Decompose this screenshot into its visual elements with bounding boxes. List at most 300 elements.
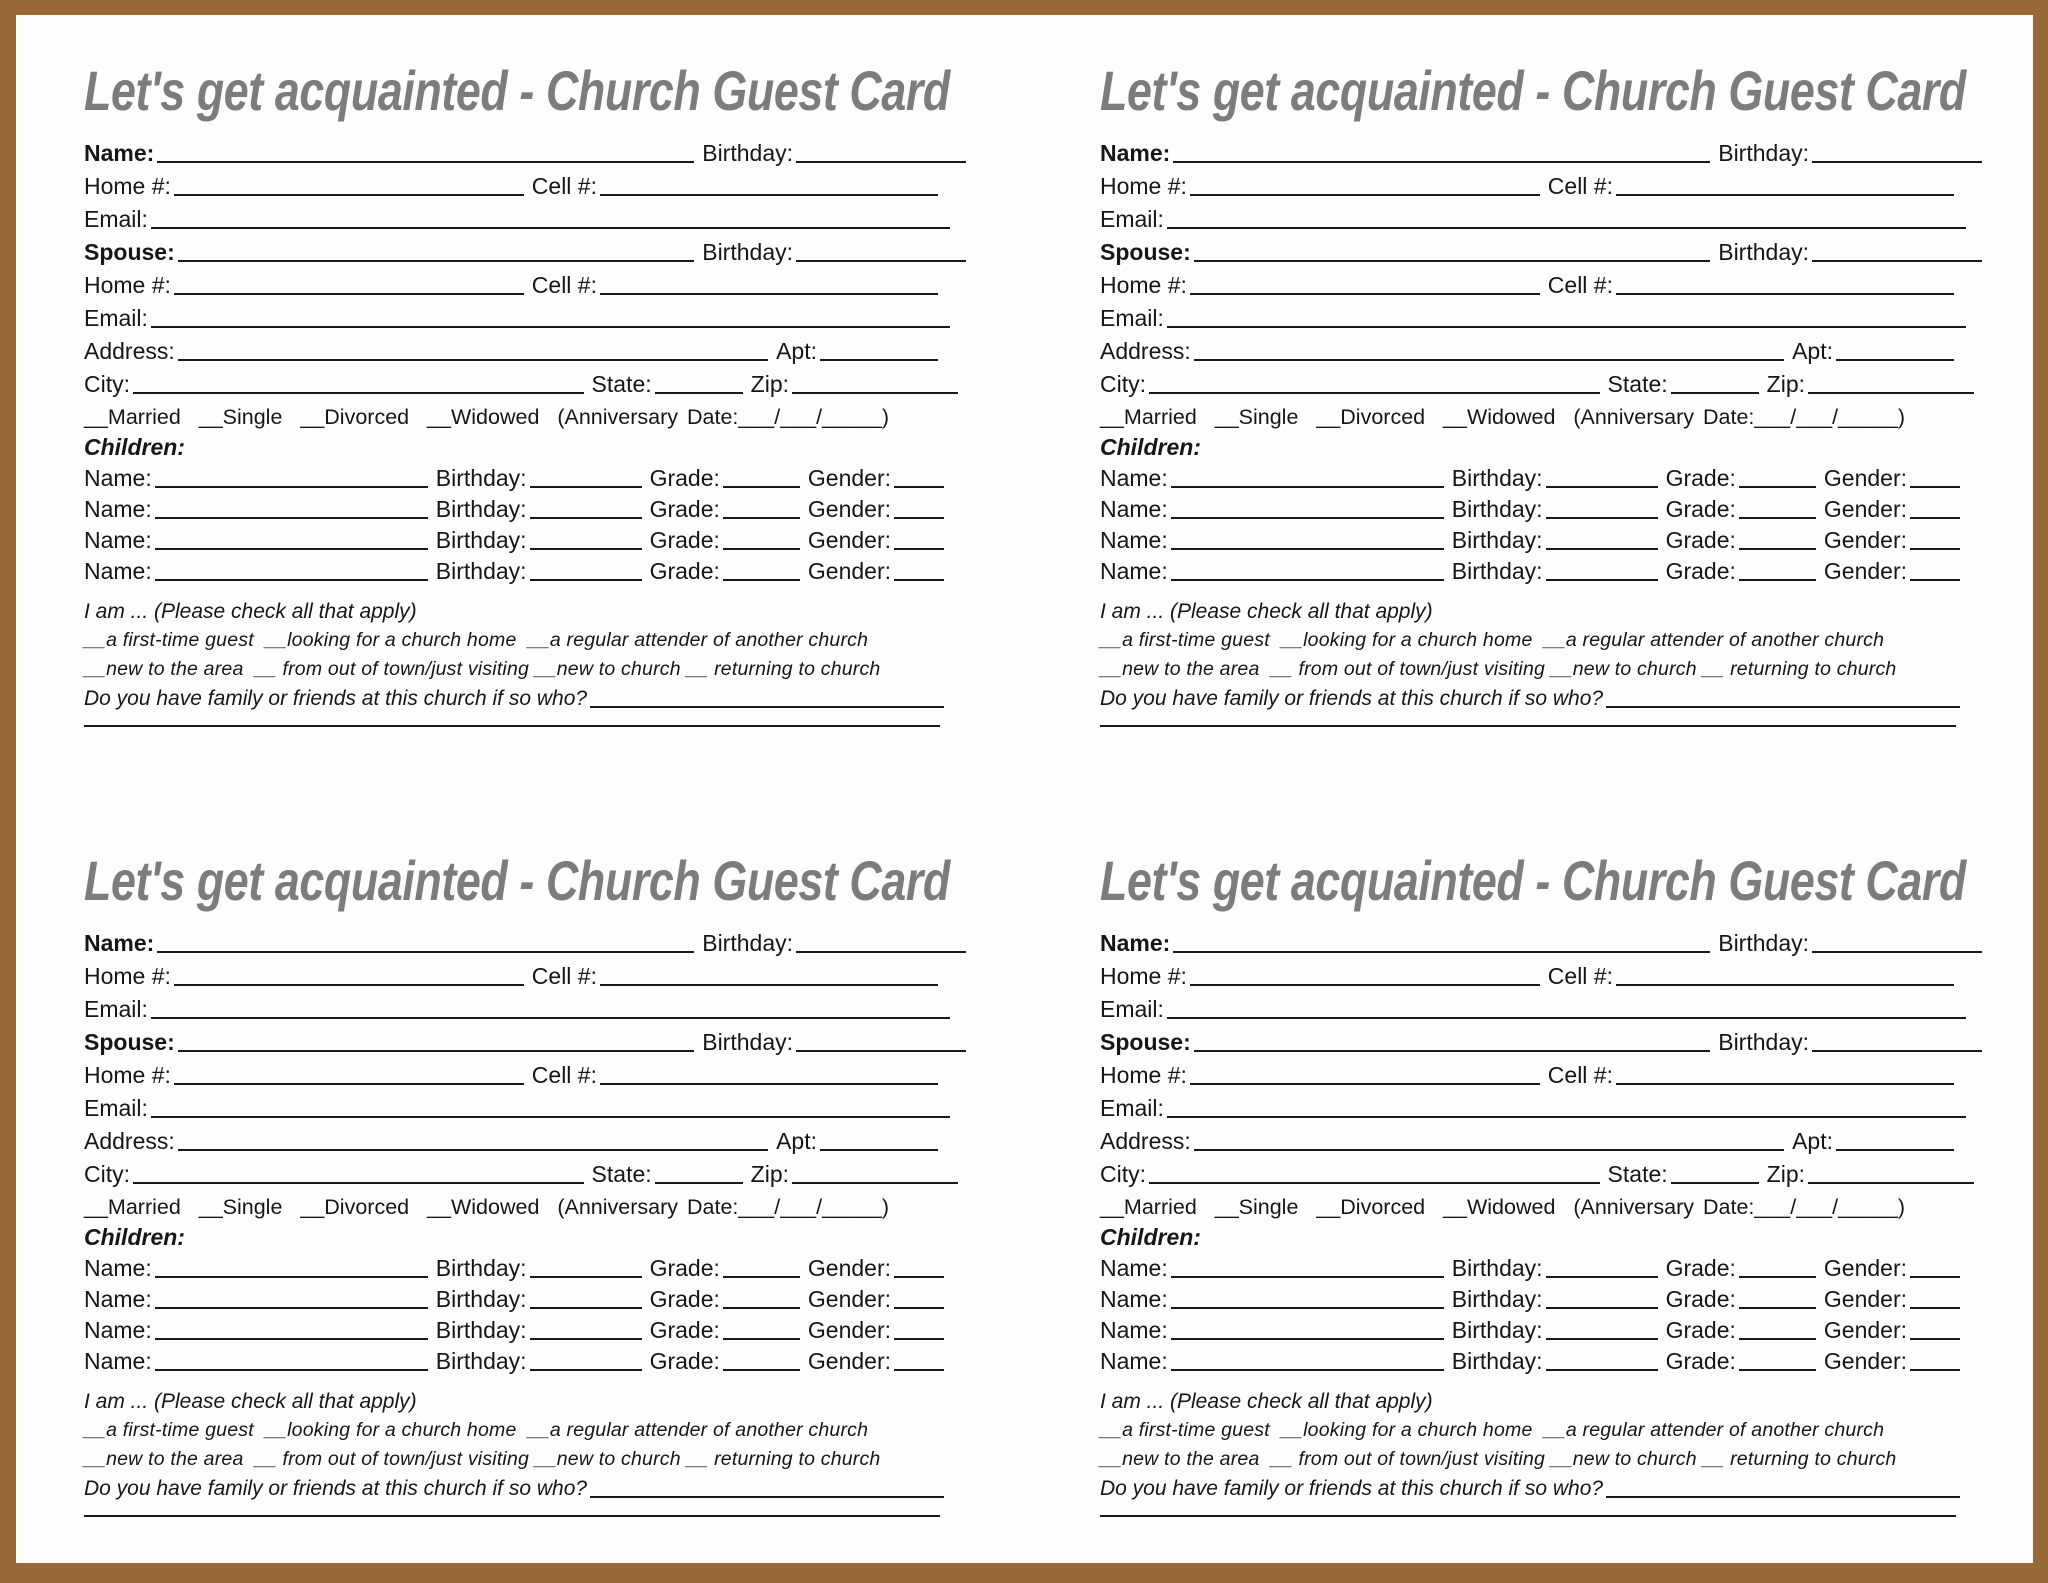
spouse-home-phone-label: Home #: bbox=[1100, 272, 1187, 298]
child-birthday-label: Birthday: bbox=[1451, 1286, 1543, 1312]
child-row bbox=[84, 1251, 966, 1282]
spouse-cell-phone-label: Cell #: bbox=[531, 1062, 597, 1088]
child-row bbox=[1100, 1344, 1982, 1375]
city-blank bbox=[1149, 392, 1600, 394]
child-gender-blank bbox=[894, 486, 944, 488]
spouse-home-phone-label: Home #: bbox=[84, 1062, 171, 1088]
spouse-birthday-label: Birthday: bbox=[1718, 1029, 1809, 1055]
spouse-cell-phone-blank bbox=[1616, 293, 1954, 295]
spouse-blank bbox=[178, 1050, 695, 1052]
card-title bbox=[1100, 54, 1982, 128]
options-text-2: __new to the area __ from out of town/just visiting __new to church __ returning to church bbox=[84, 658, 881, 680]
child-name-blank bbox=[155, 1338, 428, 1340]
marital-status-row bbox=[84, 398, 966, 431]
iam-text: I am ... (Please check all that apply) bbox=[1100, 600, 1433, 623]
child-name-blank bbox=[155, 548, 428, 550]
birthday-label: Birthday: bbox=[702, 930, 793, 956]
child-birthday-blank bbox=[1546, 1369, 1658, 1371]
child-name-blank bbox=[155, 486, 428, 488]
child-name-label: Name: bbox=[1100, 1317, 1168, 1343]
home-phone-label: Home #: bbox=[1100, 173, 1187, 199]
family-question-row bbox=[1100, 683, 1982, 712]
child-grade-label: Grade: bbox=[1665, 1255, 1736, 1281]
child-row bbox=[1100, 523, 1982, 554]
state-label: State: bbox=[1607, 1161, 1668, 1187]
child-row bbox=[84, 1313, 966, 1344]
child-grade-label: Grade: bbox=[1665, 1286, 1736, 1312]
child-gender-blank bbox=[894, 517, 944, 519]
child-grade-blank bbox=[723, 486, 800, 488]
city-blank bbox=[133, 1182, 584, 1184]
overflow-answer-blank bbox=[84, 1515, 940, 1517]
child-gender-blank bbox=[894, 1369, 944, 1371]
child-grade-label: Grade: bbox=[1665, 558, 1736, 584]
child-gender-blank bbox=[1910, 1307, 1960, 1309]
spouse-blank bbox=[1194, 1050, 1711, 1052]
child-grade-blank bbox=[723, 1369, 800, 1371]
spouse-email-label: Email: bbox=[84, 305, 148, 331]
iam-text: I am ... (Please check all that apply) bbox=[84, 600, 417, 623]
birthday-blank bbox=[796, 951, 966, 953]
spouse-label: Spouse: bbox=[1100, 239, 1191, 265]
zip-label: Zip: bbox=[1766, 1161, 1805, 1187]
child-birthday-blank bbox=[1546, 486, 1658, 488]
state-label: State: bbox=[591, 1161, 652, 1187]
child-birthday-label: Birthday: bbox=[435, 1348, 527, 1374]
address-blank bbox=[1194, 359, 1784, 361]
spouse-home-phone-blank bbox=[174, 1083, 524, 1085]
card-title-text: Let's get acquainted - Church Guest Card bbox=[84, 849, 950, 912]
options-row-1 bbox=[84, 625, 966, 654]
home-phone-blank bbox=[1190, 194, 1540, 196]
child-name-blank bbox=[1171, 1369, 1444, 1371]
child-gender-blank bbox=[1910, 486, 1960, 488]
spouse-email-label: Email: bbox=[1100, 1095, 1164, 1121]
address-blank bbox=[178, 359, 768, 361]
spouse-email-row bbox=[1100, 299, 1982, 332]
child-grade-blank bbox=[1739, 486, 1816, 488]
apt-blank bbox=[820, 1149, 938, 1151]
child-birthday-blank bbox=[1546, 1276, 1658, 1278]
child-grade-label: Grade: bbox=[1665, 527, 1736, 553]
child-name-blank bbox=[155, 1369, 428, 1371]
name-row bbox=[84, 134, 966, 167]
child-grade-blank bbox=[723, 517, 800, 519]
overflow-answer-blank bbox=[84, 725, 940, 727]
cell-phone-label: Cell #: bbox=[1547, 963, 1613, 989]
child-grade-blank bbox=[723, 579, 800, 581]
options-text-2: __new to the area __ from out of town/just visiting __new to church __ returning to church bbox=[1100, 658, 1897, 680]
phone-row bbox=[84, 167, 966, 200]
spouse-email-blank bbox=[151, 1116, 950, 1118]
options-row-1 bbox=[84, 1415, 966, 1444]
child-row bbox=[84, 1344, 966, 1375]
zip-blank bbox=[792, 392, 958, 394]
family-question-blank bbox=[1606, 706, 1960, 708]
child-row bbox=[1100, 1313, 1982, 1344]
name-blank bbox=[1173, 951, 1710, 953]
home-phone-label: Home #: bbox=[84, 173, 171, 199]
phone-row bbox=[84, 957, 966, 990]
spouse-cell-phone-label: Cell #: bbox=[531, 272, 597, 298]
child-name-label: Name: bbox=[84, 1255, 152, 1281]
spouse-label: Spouse: bbox=[84, 239, 175, 265]
child-gender-blank bbox=[1910, 1369, 1960, 1371]
name-label: Name: bbox=[84, 140, 155, 166]
card-title bbox=[84, 844, 966, 918]
spouse-email-blank bbox=[151, 326, 950, 328]
child-birthday-blank bbox=[530, 1307, 642, 1309]
zip-label: Zip: bbox=[750, 371, 789, 397]
spouse-phone-row bbox=[84, 1056, 966, 1089]
child-row bbox=[84, 461, 966, 492]
child-gender-label: Gender: bbox=[1823, 1348, 1907, 1374]
options-text-1: __a first-time guest __looking for a church home __a regular attender of another church bbox=[1100, 629, 1885, 651]
child-grade-label: Grade: bbox=[1665, 1348, 1736, 1374]
child-grade-blank bbox=[1739, 548, 1816, 550]
child-grade-label: Grade: bbox=[649, 558, 720, 584]
child-gender-label: Gender: bbox=[807, 1286, 891, 1312]
child-row bbox=[1100, 492, 1982, 523]
city-label: City: bbox=[84, 1161, 130, 1187]
zip-blank bbox=[1808, 1182, 1974, 1184]
child-birthday-blank bbox=[530, 486, 642, 488]
options-text-1: __a first-time guest __looking for a church home __a regular attender of another church bbox=[84, 629, 869, 651]
child-birthday-blank bbox=[530, 1338, 642, 1340]
phone-row bbox=[1100, 167, 1982, 200]
children-heading bbox=[1100, 1221, 1982, 1251]
child-gender-label: Gender: bbox=[1823, 496, 1907, 522]
email-blank bbox=[1167, 1017, 1966, 1019]
email-label: Email: bbox=[84, 996, 148, 1022]
children-heading-text: Children: bbox=[1100, 434, 1201, 460]
child-birthday-label: Birthday: bbox=[435, 465, 527, 491]
spouse-blank bbox=[178, 260, 695, 262]
children-heading bbox=[84, 431, 966, 461]
card-title-text: Let's get acquainted - Church Guest Card bbox=[1100, 849, 1966, 912]
birthday-label: Birthday: bbox=[1718, 930, 1809, 956]
state-blank bbox=[1671, 1182, 1759, 1184]
city-state-zip-row bbox=[1100, 1155, 1982, 1188]
child-birthday-blank bbox=[1546, 548, 1658, 550]
child-birthday-blank bbox=[1546, 517, 1658, 519]
spouse-email-row bbox=[84, 299, 966, 332]
city-label: City: bbox=[84, 371, 130, 397]
child-name-blank bbox=[155, 1276, 428, 1278]
email-blank bbox=[151, 1017, 950, 1019]
spouse-cell-phone-blank bbox=[600, 293, 938, 295]
email-row bbox=[84, 200, 966, 233]
child-grade-blank bbox=[1739, 1369, 1816, 1371]
name-row bbox=[84, 924, 966, 957]
home-phone-label: Home #: bbox=[1100, 963, 1187, 989]
child-birthday-label: Birthday: bbox=[1451, 1255, 1543, 1281]
child-row bbox=[1100, 1251, 1982, 1282]
child-name-blank bbox=[155, 517, 428, 519]
child-grade-label: Grade: bbox=[649, 1286, 720, 1312]
spouse-cell-phone-label: Cell #: bbox=[1547, 272, 1613, 298]
child-grade-blank bbox=[723, 1307, 800, 1309]
paper-sheet bbox=[16, 15, 2033, 1563]
child-name-label: Name: bbox=[84, 527, 152, 553]
address-row bbox=[1100, 1122, 1982, 1155]
iam-row bbox=[1100, 595, 1982, 625]
child-gender-blank bbox=[1910, 1276, 1960, 1278]
apt-label: Apt: bbox=[1792, 1128, 1833, 1154]
child-grade-blank bbox=[1739, 1276, 1816, 1278]
child-birthday-label: Birthday: bbox=[1451, 465, 1543, 491]
spouse-email-label: Email: bbox=[84, 1095, 148, 1121]
address-row bbox=[84, 332, 966, 365]
home-phone-label: Home #: bbox=[84, 963, 171, 989]
birthday-blank bbox=[1812, 161, 1982, 163]
name-label: Name: bbox=[1100, 140, 1171, 166]
child-birthday-blank bbox=[1546, 579, 1658, 581]
options-row-2 bbox=[84, 1444, 966, 1473]
child-grade-label: Grade: bbox=[649, 1348, 720, 1374]
apt-blank bbox=[1836, 359, 1954, 361]
marital-status-text: __Married __Single __Divorced __Widowed (Anniversary Date:___/___/_____) bbox=[1100, 1195, 1906, 1219]
spouse-blank bbox=[1194, 260, 1711, 262]
birthday-label: Birthday: bbox=[702, 140, 793, 166]
child-name-blank bbox=[1171, 486, 1444, 488]
child-gender-label: Gender: bbox=[1823, 527, 1907, 553]
family-question-row bbox=[84, 683, 966, 712]
family-question-text: Do you have family or friends at this church if so who? bbox=[84, 687, 588, 710]
child-grade-blank bbox=[1739, 1338, 1816, 1340]
guest-card bbox=[1100, 844, 1982, 1517]
child-gender-blank bbox=[1910, 548, 1960, 550]
spouse-home-phone-blank bbox=[1190, 293, 1540, 295]
state-label: State: bbox=[1607, 371, 1668, 397]
iam-text: I am ... (Please check all that apply) bbox=[1100, 1390, 1433, 1413]
options-row-1 bbox=[1100, 625, 1982, 654]
child-gender-blank bbox=[1910, 579, 1960, 581]
child-birthday-label: Birthday: bbox=[1451, 1317, 1543, 1343]
name-row bbox=[1100, 924, 1982, 957]
child-gender-blank bbox=[894, 1338, 944, 1340]
address-label: Address: bbox=[1100, 338, 1191, 364]
cell-phone-blank bbox=[1616, 984, 1954, 986]
cell-phone-label: Cell #: bbox=[531, 963, 597, 989]
child-name-label: Name: bbox=[84, 496, 152, 522]
address-blank bbox=[178, 1149, 768, 1151]
email-label: Email: bbox=[84, 206, 148, 232]
cell-phone-blank bbox=[1616, 194, 1954, 196]
child-row bbox=[84, 1282, 966, 1313]
spouse-row bbox=[1100, 233, 1982, 266]
child-birthday-blank bbox=[1546, 1307, 1658, 1309]
address-row bbox=[84, 1122, 966, 1155]
state-label: State: bbox=[591, 371, 652, 397]
city-state-zip-row bbox=[84, 1155, 966, 1188]
cell-phone-label: Cell #: bbox=[531, 173, 597, 199]
spouse-email-blank bbox=[1167, 326, 1966, 328]
child-gender-blank bbox=[894, 1307, 944, 1309]
birthday-blank bbox=[1812, 951, 1982, 953]
marital-status-row bbox=[1100, 398, 1982, 431]
child-grade-label: Grade: bbox=[649, 527, 720, 553]
options-row-2 bbox=[1100, 1444, 1982, 1473]
city-state-zip-row bbox=[84, 365, 966, 398]
child-birthday-label: Birthday: bbox=[1451, 496, 1543, 522]
child-gender-label: Gender: bbox=[807, 1348, 891, 1374]
email-row bbox=[1100, 990, 1982, 1023]
city-state-zip-row bbox=[1100, 365, 1982, 398]
address-label: Address: bbox=[84, 338, 175, 364]
name-label: Name: bbox=[1100, 930, 1171, 956]
child-name-label: Name: bbox=[84, 1286, 152, 1312]
options-text-1: __a first-time guest __looking for a church home __a regular attender of another church bbox=[1100, 1419, 1885, 1441]
overflow-answer-blank bbox=[1100, 1515, 1956, 1517]
family-question-text: Do you have family or friends at this church if so who? bbox=[1100, 1477, 1604, 1500]
child-gender-label: Gender: bbox=[1823, 1286, 1907, 1312]
iam-row bbox=[84, 595, 966, 625]
city-blank bbox=[1149, 1182, 1600, 1184]
name-blank bbox=[157, 161, 694, 163]
spouse-row bbox=[84, 233, 966, 266]
child-gender-label: Gender: bbox=[807, 1255, 891, 1281]
spouse-cell-phone-blank bbox=[600, 1083, 938, 1085]
child-birthday-blank bbox=[1546, 1338, 1658, 1340]
options-text-2: __new to the area __ from out of town/just visiting __new to church __ returning to church bbox=[84, 1448, 881, 1470]
family-question-row bbox=[1100, 1473, 1982, 1502]
child-name-blank bbox=[1171, 548, 1444, 550]
child-birthday-label: Birthday: bbox=[1451, 1348, 1543, 1374]
child-birthday-label: Birthday: bbox=[1451, 558, 1543, 584]
card-title-text: Let's get acquainted - Church Guest Card bbox=[84, 59, 950, 122]
email-row bbox=[1100, 200, 1982, 233]
guest-card bbox=[1100, 54, 1982, 727]
child-gender-label: Gender: bbox=[807, 465, 891, 491]
child-grade-blank bbox=[1739, 1307, 1816, 1309]
marital-status-row bbox=[84, 1188, 966, 1221]
options-row-2 bbox=[1100, 654, 1982, 683]
family-question-row bbox=[84, 1473, 966, 1502]
options-text-1: __a first-time guest __looking for a church home __a regular attender of another church bbox=[84, 1419, 869, 1441]
address-blank bbox=[1194, 1149, 1784, 1151]
child-name-label: Name: bbox=[84, 465, 152, 491]
home-phone-blank bbox=[174, 984, 524, 986]
child-name-label: Name: bbox=[1100, 558, 1168, 584]
child-birthday-blank bbox=[530, 548, 642, 550]
state-blank bbox=[1671, 392, 1759, 394]
child-name-label: Name: bbox=[1100, 1255, 1168, 1281]
child-gender-label: Gender: bbox=[807, 1317, 891, 1343]
family-question-blank bbox=[590, 706, 944, 708]
card-grid bbox=[84, 54, 1971, 1517]
marital-status-text: __Married __Single __Divorced __Widowed (Anniversary Date:___/___/_____) bbox=[84, 405, 890, 429]
address-label: Address: bbox=[1100, 1128, 1191, 1154]
iam-text: I am ... (Please check all that apply) bbox=[84, 1390, 417, 1413]
child-birthday-label: Birthday: bbox=[435, 1255, 527, 1281]
email-blank bbox=[1167, 227, 1966, 229]
child-gender-label: Gender: bbox=[807, 527, 891, 553]
email-label: Email: bbox=[1100, 206, 1164, 232]
overflow-answer-blank bbox=[1100, 725, 1956, 727]
spouse-email-label: Email: bbox=[1100, 305, 1164, 331]
spouse-phone-row bbox=[84, 266, 966, 299]
child-name-label: Name: bbox=[1100, 1348, 1168, 1374]
spouse-email-row bbox=[1100, 1089, 1982, 1122]
spouse-phone-row bbox=[1100, 266, 1982, 299]
child-gender-label: Gender: bbox=[1823, 465, 1907, 491]
child-name-blank bbox=[1171, 517, 1444, 519]
child-gender-label: Gender: bbox=[807, 496, 891, 522]
child-birthday-blank bbox=[530, 579, 642, 581]
child-grade-blank bbox=[1739, 517, 1816, 519]
spouse-email-blank bbox=[1167, 1116, 1966, 1118]
child-name-label: Name: bbox=[1100, 496, 1168, 522]
spouse-row bbox=[84, 1023, 966, 1056]
zip-label: Zip: bbox=[750, 1161, 789, 1187]
state-blank bbox=[655, 392, 743, 394]
family-question-text: Do you have family or friends at this church if so who? bbox=[1100, 687, 1604, 710]
spouse-birthday-label: Birthday: bbox=[702, 239, 793, 265]
spouse-home-phone-blank bbox=[174, 293, 524, 295]
card-title bbox=[1100, 844, 1982, 918]
spouse-birthday-blank bbox=[1812, 260, 1982, 262]
address-label: Address: bbox=[84, 1128, 175, 1154]
child-grade-label: Grade: bbox=[1665, 496, 1736, 522]
spouse-home-phone-blank bbox=[1190, 1083, 1540, 1085]
child-row bbox=[1100, 461, 1982, 492]
child-name-blank bbox=[1171, 1276, 1444, 1278]
spouse-birthday-blank bbox=[796, 1050, 966, 1052]
marital-status-text: __Married __Single __Divorced __Widowed (Anniversary Date:___/___/_____) bbox=[1100, 405, 1906, 429]
apt-label: Apt: bbox=[776, 1128, 817, 1154]
spouse-label: Spouse: bbox=[84, 1029, 175, 1055]
child-birthday-label: Birthday: bbox=[435, 558, 527, 584]
child-gender-blank bbox=[894, 1276, 944, 1278]
email-blank bbox=[151, 227, 950, 229]
apt-blank bbox=[1836, 1149, 1954, 1151]
zip-blank bbox=[1808, 392, 1974, 394]
child-name-label: Name: bbox=[1100, 1286, 1168, 1312]
spouse-home-phone-label: Home #: bbox=[84, 272, 171, 298]
city-blank bbox=[133, 392, 584, 394]
child-gender-label: Gender: bbox=[1823, 1317, 1907, 1343]
child-name-label: Name: bbox=[84, 1317, 152, 1343]
birthday-label: Birthday: bbox=[1718, 140, 1809, 166]
zip-blank bbox=[792, 1182, 958, 1184]
spouse-birthday-label: Birthday: bbox=[1718, 239, 1809, 265]
apt-label: Apt: bbox=[1792, 338, 1833, 364]
child-birthday-label: Birthday: bbox=[1451, 527, 1543, 553]
email-label: Email: bbox=[1100, 996, 1164, 1022]
cell-phone-blank bbox=[600, 984, 938, 986]
spouse-cell-phone-blank bbox=[1616, 1083, 1954, 1085]
marital-status-text: __Married __Single __Divorced __Widowed (Anniversary Date:___/___/_____) bbox=[84, 1195, 890, 1219]
child-grade-label: Grade: bbox=[649, 1317, 720, 1343]
child-grade-blank bbox=[723, 548, 800, 550]
child-birthday-blank bbox=[530, 1276, 642, 1278]
child-name-blank bbox=[155, 1307, 428, 1309]
family-question-blank bbox=[590, 1496, 944, 1498]
child-birthday-label: Birthday: bbox=[435, 1317, 527, 1343]
zip-label: Zip: bbox=[1766, 371, 1805, 397]
children-heading bbox=[1100, 431, 1982, 461]
state-blank bbox=[655, 1182, 743, 1184]
name-label: Name: bbox=[84, 930, 155, 956]
child-name-blank bbox=[1171, 1307, 1444, 1309]
child-birthday-label: Birthday: bbox=[435, 527, 527, 553]
address-row bbox=[1100, 332, 1982, 365]
spouse-email-row bbox=[84, 1089, 966, 1122]
child-row bbox=[1100, 1282, 1982, 1313]
iam-row bbox=[84, 1385, 966, 1415]
name-row bbox=[1100, 134, 1982, 167]
